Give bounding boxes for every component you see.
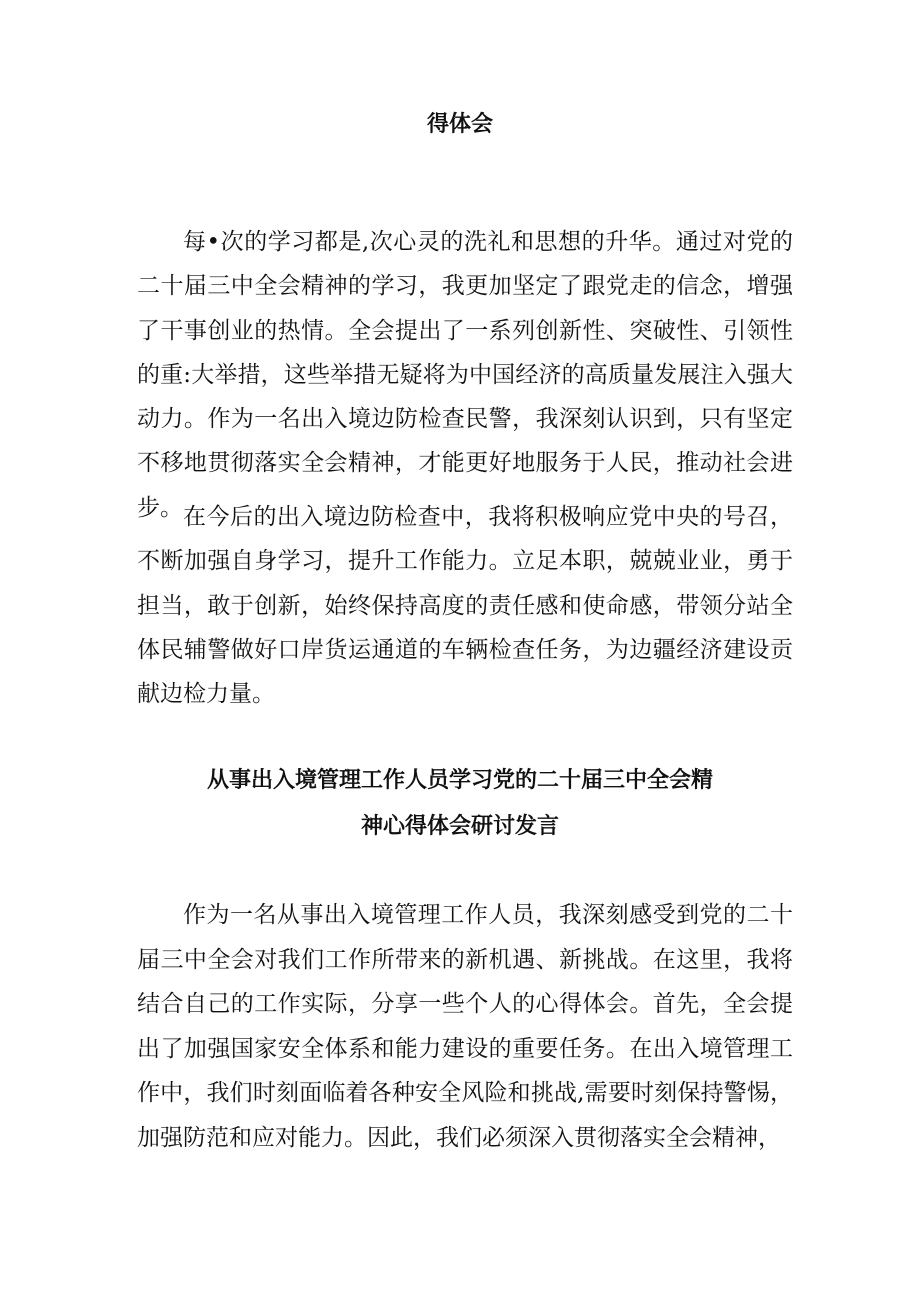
- section1-paragraph-1: 每•次的学习都是,次心灵的洗礼和思想的升华。通过对党的二十届三中全会精神的学习，我更加坚定了跟党走的信念，增强了干事创业的热情。全会提出了一系列创新性、突破性、引领性的重:大举措，这些举措无疑将为中国经济的高质量发展注入强大动力。作为一名出入境边防检查民警，我深刻认识到，只有坚定不移地贯彻落实全会精神，才能更好地服务于人民，推动社会进步。: [137, 229, 793, 521]
- section2-paragraph-1: 作为一名从事出入境管理工作人员，我深刻感受到党的二十届三中全会对我们工作所带来的新机遇、新挑战。在这里，我将结合自己的工作实际，分享一些个人的心得体会。首先，全会提出了加强国家安全体系和能力建设的重要任务。在出入境管理工作中，我们时刻面临着各种安全风险和挑战,需要时刻保持警惕，加强防范和应对能力。因此，我们必须深入贯彻落实全会精神，: [137, 902, 793, 1151]
- section1-paragraph-2: 在今后的出入境边防检查中，我将积极响应党中央的号召，不断加强自身学习，提升工作能力。立足本职，兢兢业业，勇于担当，敢于创新，始终保持高度的责任感和使命感，带领分站全体民辅警做好口岸货运通道的车辆检查任务，为边疆经济建设贡献边检力量。: [137, 504, 793, 708]
- section2-title-line-1: 从事出入境管理工作人员学习党的二十届三中全会精: [206, 768, 713, 793]
- section2-title-line-2: 神心得体会研讨发言: [360, 814, 559, 839]
- section1-title: 得体会: [426, 112, 493, 137]
